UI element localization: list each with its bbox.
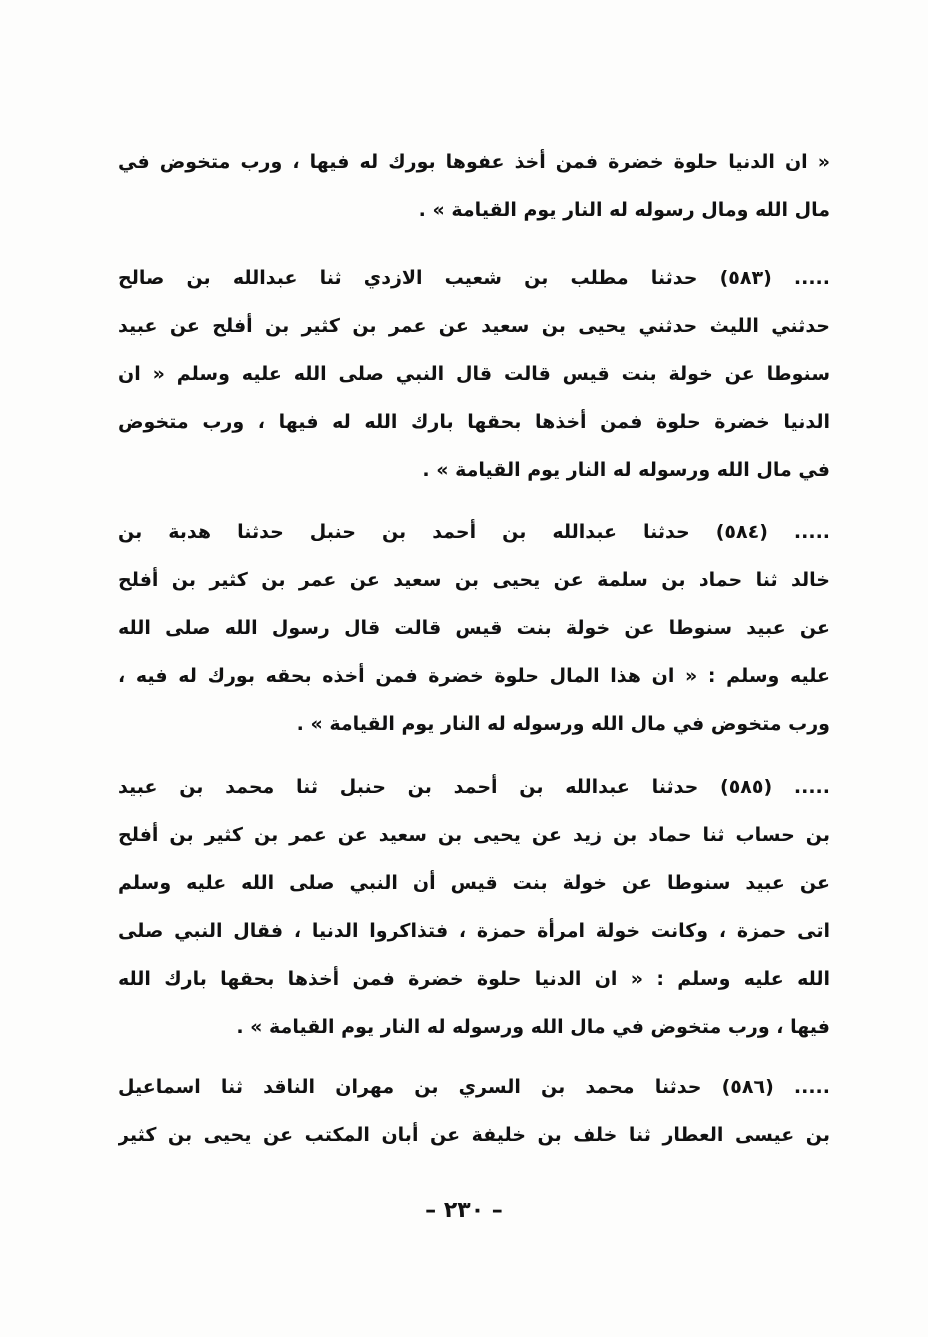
- text-line: عليه وسلم : « ان هذا المال حلوة خضرة فمن أخذه بحقه بورك له فيه ،: [118, 665, 830, 687]
- text-line: بن عيسى العطار ثنا خلف بن خليفة عن أبان المكتب عن يحيى بن كثير: [118, 1124, 830, 1146]
- text-line: بن حساب ثنا حماد بن زيد عن يحيى بن سعيد عن عمر بن كثير بن أفلح: [118, 824, 830, 846]
- paragraph-hadith-583: [118, 254, 830, 494]
- text-line: فيها ، ورب متخوض في مال الله ورسوله له النار يوم القيامة » .: [236, 1016, 830, 1038]
- text-line: ..... (٥٨٣) حدثنا مطلب بن شعيب الازدي ثنا عبدالله بن صالح: [118, 267, 830, 289]
- paragraph-1: [118, 138, 830, 234]
- text-line: الدنيا خضرة حلوة فمن أخذها بحقها بارك الله له فيها ، ورب متخوض: [118, 411, 830, 433]
- text-line: عن عبيد سنوطا عن خولة بنت قيس قالت قال رسول الله صلى الله: [118, 617, 830, 639]
- paragraph-hadith-584: [118, 508, 830, 748]
- text-line: خالد ثنا حماد بن سلمة عن يحيى بن سعيد عن عمر بن كثير بن أفلح: [118, 569, 830, 591]
- page-number: – ٢٣٠ –: [425, 1198, 503, 1223]
- text-line: « ان الدنيا حلوة خضرة فمن أخذ عفوها بورك له فيها ، ورب متخوض في: [118, 151, 830, 173]
- text-line: ..... (٥٨٥) حدثنا عبدالله بن أحمد بن حنبل ثنا محمد بن عبيد: [118, 776, 830, 798]
- text-line: حدثني الليث حدثني يحيى بن سعيد عن عمر بن كثير بن أفلح عن عبيد: [118, 315, 830, 337]
- text-line: ..... (٥٨٦) حدثنا محمد بن السري بن مهران الناقد ثنا اسماعيل: [118, 1076, 830, 1098]
- text-line: اتى حمزة ، وكانت خولة امرأة حمزة ، فتذاكروا الدنيا ، فقال النبي صلى: [118, 920, 830, 942]
- text-line: سنوطا عن خولة بنت قيس قالت قال النبي صلى الله عليه وسلم « ان: [118, 363, 830, 385]
- paragraph-hadith-586: [118, 1063, 830, 1159]
- text-line: مال الله ومال رسوله له النار يوم القيامة » .: [418, 199, 830, 221]
- text-line: عن عبيد سنوطا عن خولة بنت قيس أن النبي صلى الله عليه وسلم: [118, 872, 830, 894]
- paragraph-hadith-585: [118, 763, 830, 1051]
- text-line: في مال الله ورسوله له النار يوم القيامة » .: [422, 459, 830, 481]
- text-line: ..... (٥٨٤) حدثنا عبدالله بن أحمد بن حنبل حدثنا هدبة بن: [118, 521, 830, 543]
- text-line: الله عليه وسلم : « ان الدنيا حلوة خضرة فمن أخذها بحقها بارك الله: [118, 968, 830, 990]
- text-line: ورب متخوض في مال الله ورسوله له النار يوم القيامة » .: [296, 713, 830, 735]
